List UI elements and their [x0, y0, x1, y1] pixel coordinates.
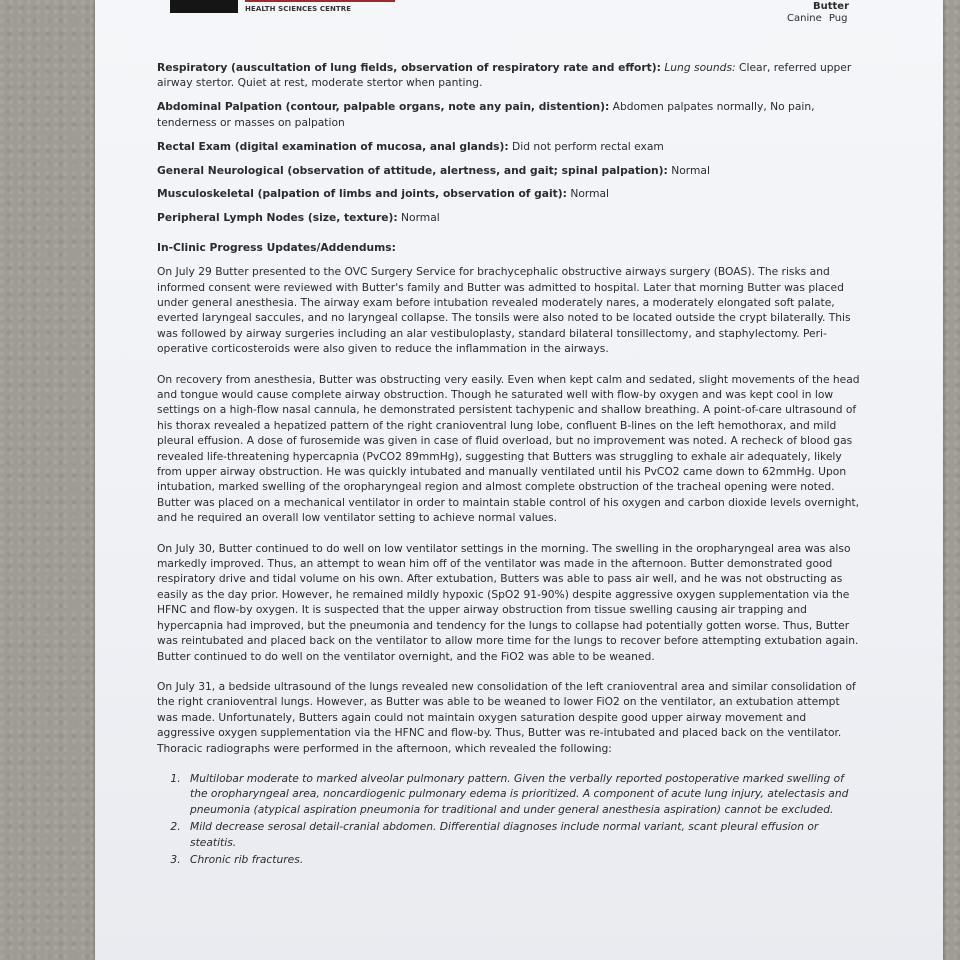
exam-abdominal [157, 99, 862, 130]
exam-value: Did not perform rectal exam [512, 139, 664, 153]
progress-paragraph-july-30: On July 30, Butter continued to do well on low ventilator settings in the morning. The swelling in the oropharyngeal area was also markedly improved. Thus, an attempt to wean him off of the ventilator was made in the afternoon. Butter demonstrated good respiratory drive and tidal volume on his own. After extubation, Butters was able to pass air well, and he was not obstructing as easily as the day prior. However, he remained mildly hypoxic (SpO2 91-90%) despite aggressive oxygen supplementation via the HFNC and flow-by oxygen. It is suspected that the upper airway obstruction from tissue swelling causing air trapping and hypercapnia had improved, but the pneumonia and tendency for the lungs to collapse had potentially gotten worse. Thus, Butter was reintubated and placed back on the ventilator to allow more time for the lungs to recover before attempting extubation again. Butter continued to do well on the ventilator overnight, and the FiO2 was able to be weaned. [157, 541, 859, 663]
finding-item: 2. Mild decrease serosal detail-cranial abdomen. Differential diagnoses include normal variant, scant pleural effusion or steatitis. [184, 819, 862, 850]
progress-paragraph-recovery: On recovery from anesthesia, Butter was obstructing very easily. Even when kept calm and sedated, slight movements of the head and tongue would cause complete airway obstruction. Though he saturated well with flow-by oxygen and was kept cool in low settings on a high-flow nasal cannula, he demonstrated persistent tachypenic and shallow breathing. A point-of-care ultrasound of his thorax revealed a hepatized pattern of the right cranioventral lung lobe, confluent B-lines on the left hemothorax, and mild pleural effusion. A dose of furosemide was given in case of fluid overload, but no improvement was noted. A recheck of blood gas revealed life-threatening hypercapnia (PvCO2 89mmHg), suggesting that Butters was struggling to exhale air adequately, likely from upper airway obstruction. He was quickly intubated and manually ventilated until his PvCO2 came down to 62mmHg. Upon intubation, marked swelling of the oropharyngeal region and almost complete obstruction of the tracheal opening were noted. Butter was placed on a mechanical ventilator in order to maintain stable control of his oxygen and carbon dioxide levels overnight, and he required an overall low ventilator setting to achieve normal values. [157, 372, 860, 525]
radiograph-findings-list [157, 771, 862, 867]
exam-value: Normal [570, 187, 610, 201]
exam-sublabel: Lung sounds: [664, 61, 736, 74]
patient-name: Butter [813, 1, 850, 12]
exam-value: Abdomen palpates normally, No pain, tenderness or masses on palpation [157, 100, 815, 129]
progress-paragraph-july-29: On July 29 Butter presented to the OVC Surgery Service for brachycephalic obstructive airways surgery (BOAS). The risks and informed consent were reviewed with Butter's family and Butter was admitted to hospital. Later that morning Butter was placed under general anesthesia. The airway exam before intubation revealed moderately nares, a moderately elongated soft palate, everted laryngeal saccules, and no laryngeal collapse. The tonsils were also noted to be located outside the crypt bilaterally. This was followed by airway surgeries including an alar vestibuloplasty, standard bilateral tonsillectomy, and staphylectomy. Peri-operative corticosteroids were also given to reduce the inflammation in the airways. [157, 265, 851, 356]
exam-rectal [157, 139, 862, 154]
patient-species: Canine Pug [787, 13, 848, 24]
progress-title: In-Clinic Progress Updates/Addendums: [157, 240, 396, 254]
report-body [157, 60, 862, 869]
exam-value: Normal [671, 163, 710, 177]
logo-rule [245, 0, 395, 2]
exam-lymph-nodes [157, 210, 862, 225]
exam-value: Normal [401, 211, 440, 225]
exam-respiratory [157, 60, 862, 91]
exam-label: Abdominal Palpation (contour, palpable organs, note any pain, distention): [157, 100, 610, 114]
exam-musculoskeletal [157, 186, 862, 201]
exam-neurological [157, 163, 862, 178]
progress-paragraph-july-31: On July 31, a bedside ultrasound of the lungs revealed new consolidation of the left cranioventral area and similar consolidation of the right cranioventral lungs. However, as Butter was able to be weaned to lower FiO2 on the ventilator, an extubation attempt was made. Unfortunately, Butters again could not maintain oxygen saturation despite good upper airway movement and aggressive oxygen supplementation via the HFNC and flow-by. Thus, Butter was re-intubated and placed back on the ventilator. Thoracic radiographs were performed in the afternoon, which revealed the following: [157, 679, 856, 755]
college-logo [170, 0, 238, 13]
finding-item: 3. Chronic rib fractures. [184, 852, 862, 867]
exam-value: Clear, referred upper airway stertor. Quiet at rest, moderate stertor when panting. [157, 61, 852, 90]
logo-subtitle: HEALTH SCIENCES CENTRE [245, 5, 352, 13]
exam-label: Peripheral Lymph Nodes (size, texture): [157, 211, 398, 225]
finding-item: 1. Multilobar moderate to marked alveolar pulmonary pattern. Given the verbally reported postoperative marked swelling of the oropharyngeal area, noncardiogenic pulmonary edema is prioritized. A component of acute lung injury, atelectasis and pneumonia (atypical aspiration pneumonia for traditional and under general anesthesia aspiration) cannot be excluded. [184, 771, 862, 817]
exam-label: Musculoskeletal (palpation of limbs and joints, observation of gait): [157, 187, 567, 201]
exam-label: Rectal Exam (digital examination of mucosa, anal glands): [157, 139, 509, 153]
document-page [95, 0, 943, 960]
exam-label: Respiratory (auscultation of lung fields, observation of respiratory rate and effort): [157, 61, 661, 74]
exam-label: General Neurological (observation of attitude, alertness, and gait; spinal palpation): [157, 163, 668, 177]
